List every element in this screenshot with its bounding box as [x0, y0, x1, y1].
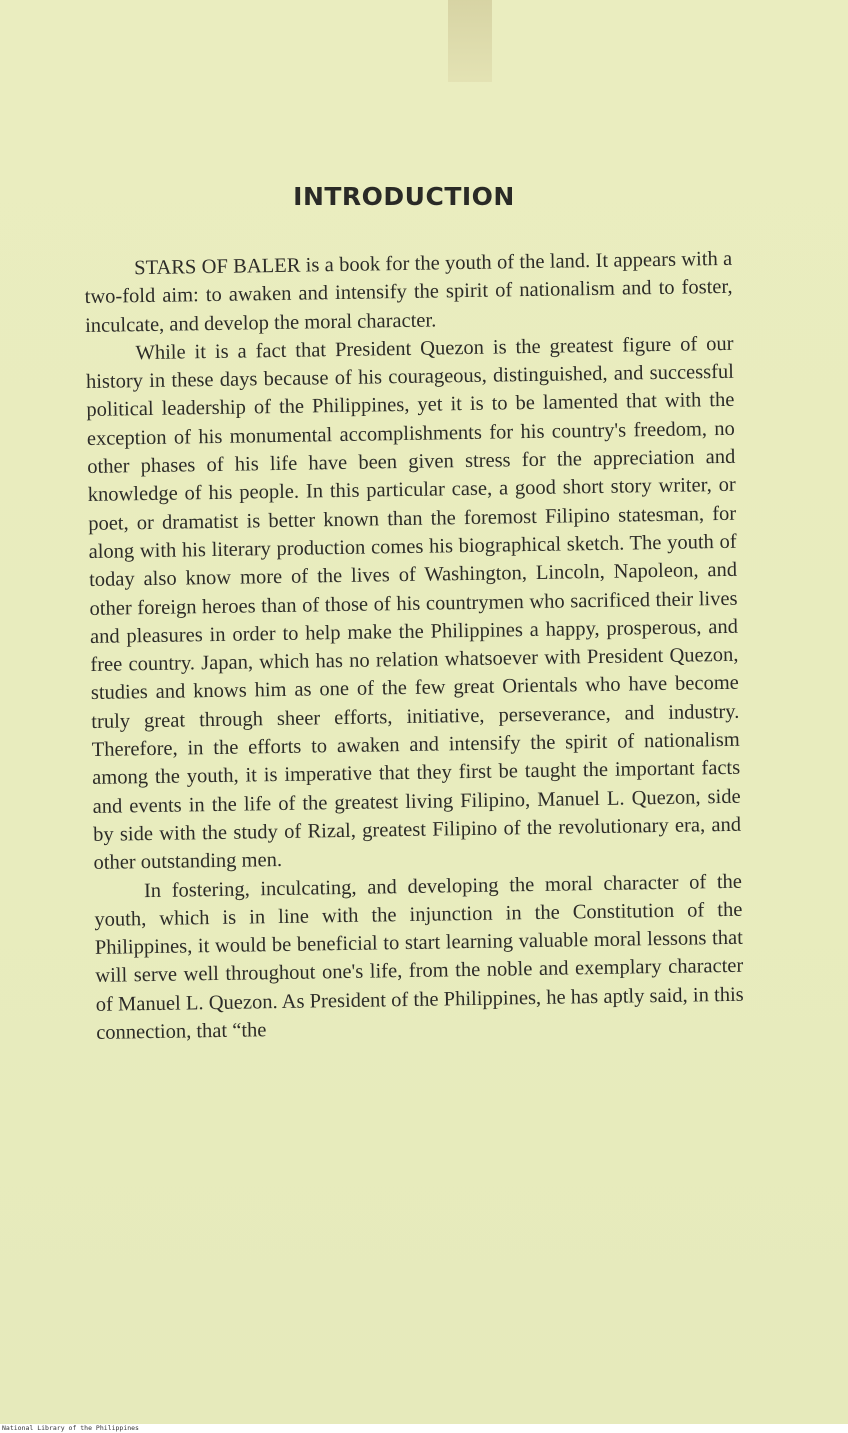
page-title: INTRODUCTION [293, 182, 515, 211]
source-footer: National Library of the Philippines [2, 1424, 139, 1432]
paragraph-2: While it is a fact that President Quezon is the greatest figure of our history in these days because of his courageous, distinguished, and successful political leadership of the Philippines, yet it is to be lamented that with the exception of his monumental accomplishments for his country's freedom, no other phases of his life have been given stress for the appreciation and knowledge of his people. In this particular case, a good short story writer, or poet, or dramatist is better known than the foremost Filipino statesman, for along with his literary production comes his biographical sketch. The youth of today also know more of the lives of Washington, Lincoln, Napoleon, and other foreign heroes than of those of his countrymen who sacrificed their lives and pleasures in order to help make the Philippines a happy, prosperous, and free country. Japan, which has no relation whatsoever with President Quezon, studies and knows him as one of the few great Orientals who have become truly great through sheer efforts, initiative, perseverance, and industry. Therefore, in the efforts to awaken and intensify the spirit of nationalism among the youth, it is imperative that they first be taught the important facts and events in the life of the greatest living Filipino, Manuel L. Quezon, side by side with the study of Rizal, greatest Filipino of the revolutionary era, and other outstanding men. [85, 332, 742, 875]
tape-mark [448, 0, 492, 82]
body-text [84, 245, 744, 1047]
paragraph-1: STARS OF BALER is a book for the youth of the land. It appears with a two-fold aim: to awaken and intensify the spirit of nationalism and to foster, inculcate, and develop the moral character. [84, 247, 733, 337]
paragraph-3: In fostering, inculcating, and developing the moral character of the youth, which is in line with the injunction in the Constitution of the Philippines, it would be beneficial to start learning valuable moral lessons that will serve well throughout one's life, from the noble and exemplary character of Manuel L. Quezon. As President of the Philippines, he has aptly said, in this connection, that “the [94, 870, 744, 1044]
